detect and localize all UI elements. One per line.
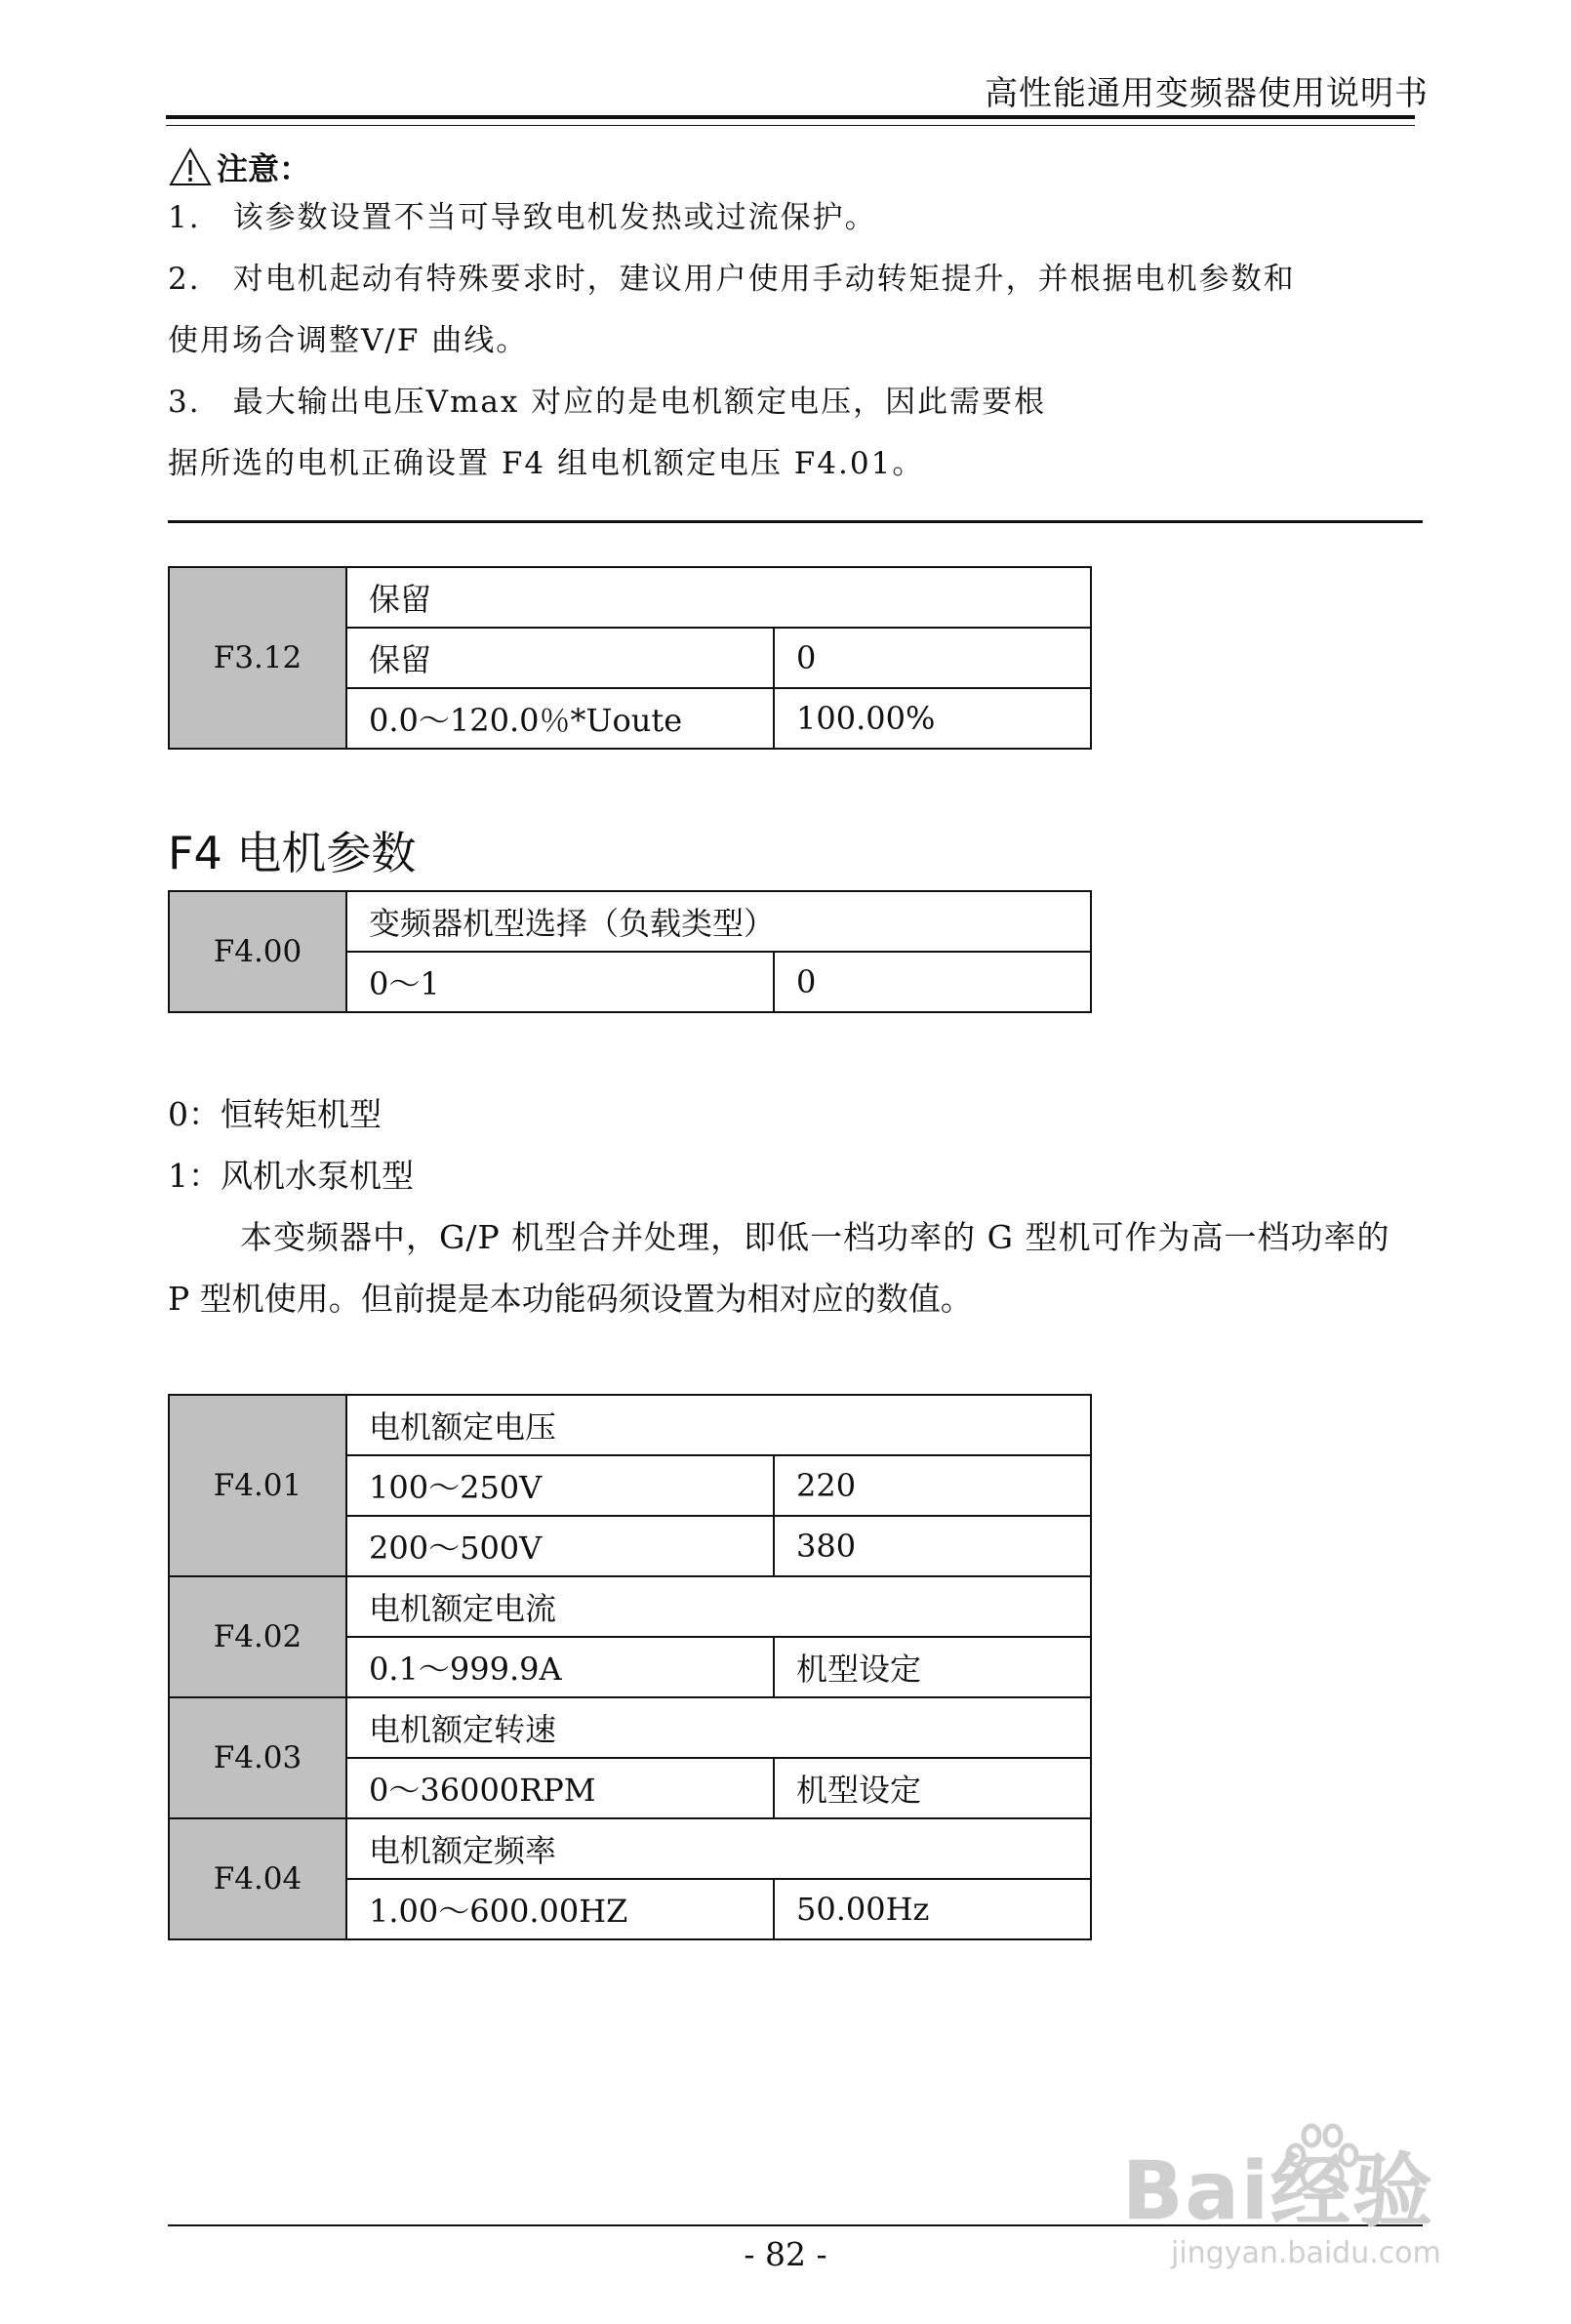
baidu-watermark: [1122, 2128, 1493, 2294]
header-rule: [166, 115, 1415, 119]
option-line: 0：恒转矩机型: [168, 1095, 382, 1133]
param-name: 电机额定频率: [346, 1818, 1091, 1879]
param-range: 1.00～600.00HZ: [346, 1879, 774, 1939]
description-block: [168, 1083, 1427, 1329]
param-default: 0: [774, 952, 1091, 1012]
param-range: 0～36000RPM: [346, 1758, 774, 1818]
param-code: F4.02: [169, 1576, 346, 1697]
section-heading: F4 电机参数: [168, 827, 417, 879]
param-range: 0.0～120.0％*Uoute: [346, 688, 774, 749]
param-range: 保留: [346, 628, 774, 688]
param-range: 200～500V: [346, 1516, 774, 1576]
notice-title: 注意：: [217, 150, 311, 187]
param-table-f4-01-04: [168, 1394, 1092, 1940]
warning-icon: [168, 146, 213, 187]
param-name: 保留: [346, 567, 1091, 628]
notice-item: 1. 该参数设置不当可导致电机发热或过流保护。: [168, 200, 877, 235]
notice-item: 使用场合调整V/F 曲线。: [168, 323, 529, 358]
param-range: 0～1: [346, 952, 774, 1012]
description-paragraph: 本变频器中，G/P 机型合并处理，即低一档功率的 G 型机可作为高一档功率的: [240, 1218, 1390, 1256]
notice-item: 3. 最大输出电压Vmax 对应的是电机额定电压，因此需要根: [168, 385, 1047, 420]
param-default: 100.00%: [774, 688, 1091, 749]
notice-block: [168, 146, 1427, 495]
watermark-url: jingyan.baidu.com: [1171, 2236, 1441, 2270]
document-title: 高性能通用变频器使用说明书: [985, 74, 1429, 113]
param-default: 220: [774, 1455, 1091, 1516]
param-code: F4.01: [169, 1395, 346, 1576]
notice-item: 据所选的电机正确设置 F4 组电机额定电压 F4.01。: [168, 446, 925, 481]
param-code: F4.00: [169, 891, 346, 1012]
param-name: 电机额定电流: [346, 1576, 1091, 1637]
watermark-logo: Bai经验: [1122, 2145, 1434, 2238]
notice-rule: [168, 520, 1423, 523]
param-code: F4.03: [169, 1697, 346, 1818]
notice-item: 2. 对电机起动有特殊要求时，建议用户使用手动转矩提升，并根据电机参数和: [168, 262, 1296, 297]
param-range: 0.1～999.9A: [346, 1637, 774, 1697]
param-table-f4-00: [168, 890, 1092, 1013]
page-number: - 82 -: [744, 2235, 827, 2273]
header-rule-thin: [166, 125, 1415, 126]
param-default: 0: [774, 628, 1091, 688]
param-name: 电机额定转速: [346, 1697, 1091, 1758]
option-line: 1：风机水泵机型: [168, 1157, 414, 1195]
param-default: 50.00Hz: [774, 1879, 1091, 1939]
description-paragraph: P 型机使用。但前提是本功能码须设置为相对应的数值。: [168, 1280, 973, 1318]
notice-heading: [168, 146, 1427, 187]
param-default: 机型设定: [774, 1758, 1091, 1818]
paw-icon: [1278, 2122, 1366, 2200]
param-table-f3-12: [168, 566, 1092, 750]
param-default: 机型设定: [774, 1637, 1091, 1697]
param-default: 380: [774, 1516, 1091, 1576]
param-code: F3.12: [169, 567, 346, 749]
param-code: F4.04: [169, 1818, 346, 1939]
param-range: 100～250V: [346, 1455, 774, 1516]
param-name: 变频器机型选择（负载类型）: [346, 891, 1091, 952]
param-name: 电机额定电压: [346, 1395, 1091, 1455]
